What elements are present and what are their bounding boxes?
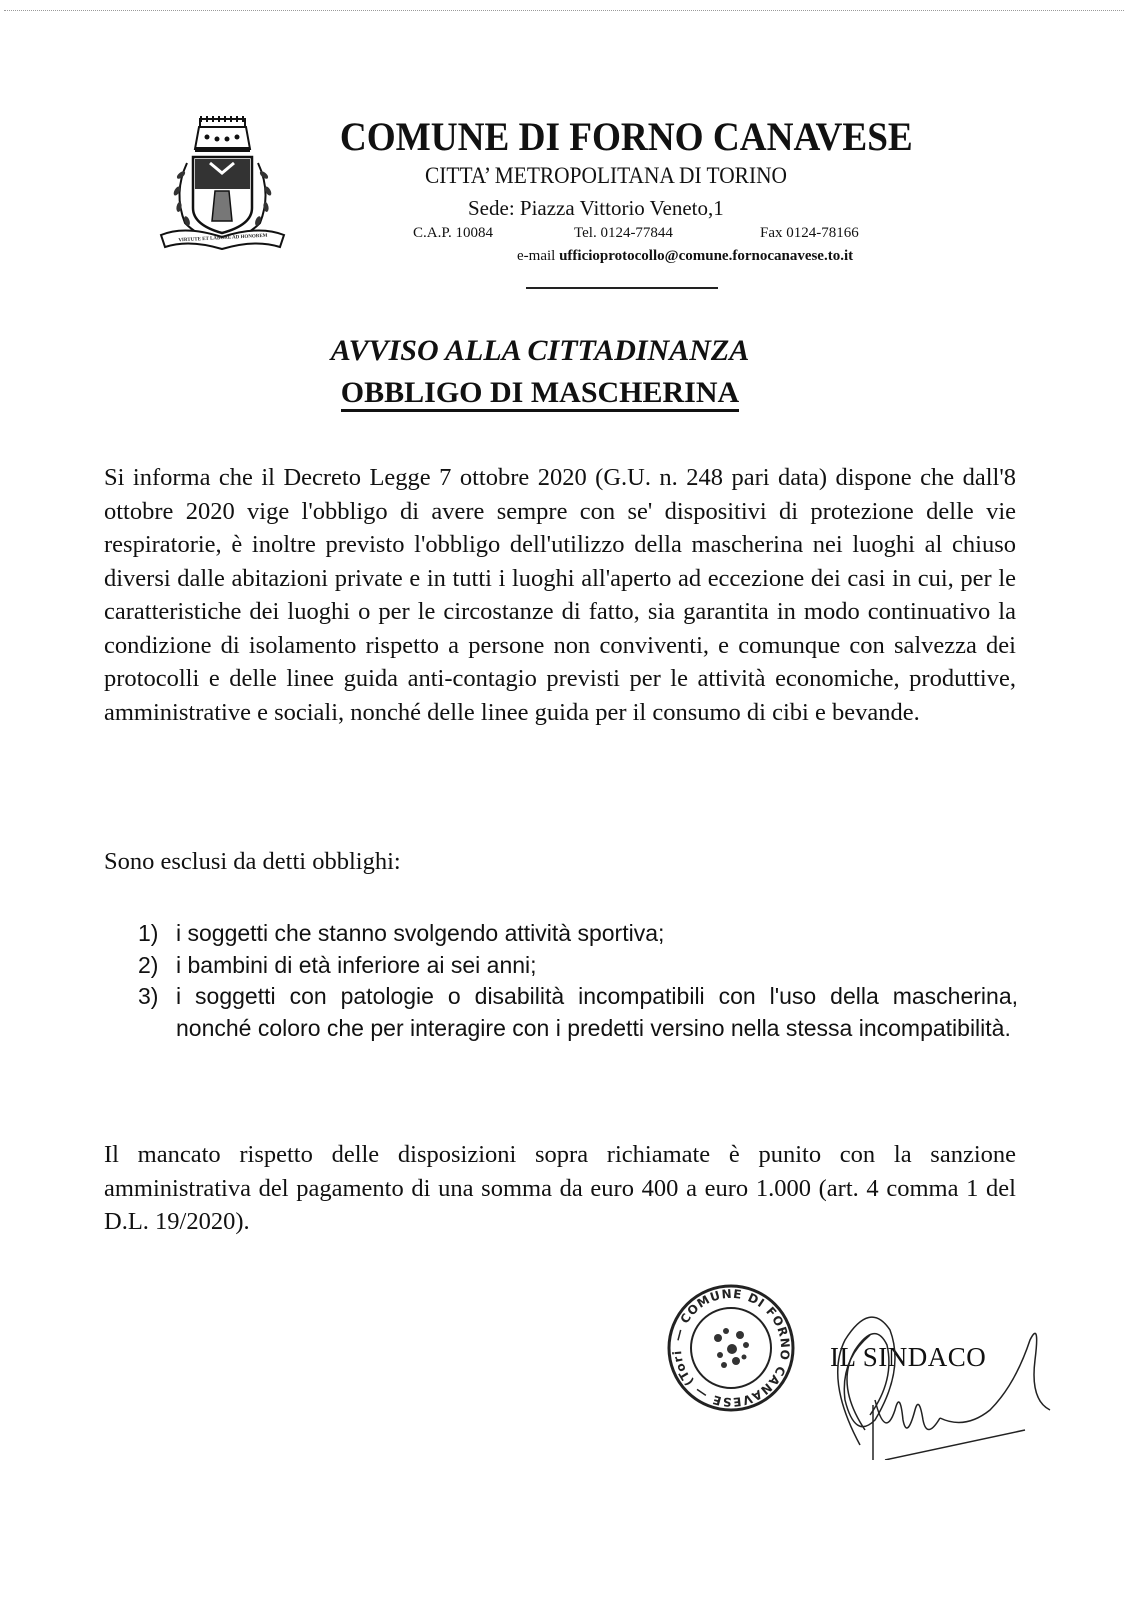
intro-paragraph: Si informa che il Decreto Legge 7 ottobre 2020 (G.U. n. 248 pari data) dispone che dall'8 ottobre 2020 vige l'obbligo di avere sempre con se' dispositivi di protezione delle vie respiratorie, è inoltre previsto l'obbligo dell'utilizzo della mascherina nei luoghi al chiuso diversi dalle abitazioni private e in tutti i luoghi all'aperto ad eccezione dei casi in cui, per le caratteristiche dei luoghi o per le circostanze di fatto, sia garantita in modo continuativo la condizione di isolamento rispetto a persone non conviventi, e comunque con salvezza dei protocolli e delle linee guida anti-contagio previsti per le attività economiche, produttive, amministrative e sociali, nonché delle linee guida per il consumo di cibi e bevande.	[104, 464, 1016, 726]
email-line	[517, 248, 853, 265]
scan-border-line	[4, 10, 1124, 11]
telephone: Tel. 0124-77844	[574, 225, 673, 241]
header-divider	[526, 287, 718, 289]
crest-motto: VIRTUTE ET LABORE AD HONOREM	[178, 233, 268, 244]
postal-code: C.A.P. 10084	[413, 225, 494, 241]
list-item-text: i bambini di età inferiore ai sei anni;	[176, 951, 537, 978]
sanction-paragraph: Il mancato rispetto delle disposizioni sopra richiamate è punito con la sanzione amministrativa del pagamento di una somma da euro 400 a euro 1.000 (art. 4 comma 1 del D.L. 19/2020).	[104, 1141, 1016, 1235]
list-item-number: 1)	[138, 920, 159, 946]
official-stamp-icon	[666, 1283, 796, 1413]
mayor-label: IL SINDACO	[830, 1342, 987, 1372]
list-item	[138, 918, 1018, 950]
notice-subtitle	[240, 376, 840, 410]
organization-subtitle: CITTA’ METROPOLITANA DI TORINO	[425, 163, 787, 188]
exclusions-list	[138, 918, 1018, 1044]
list-item	[138, 981, 1018, 1044]
notice-title: AVVISO ALLA CITTADINANZA	[330, 334, 750, 367]
organization-name: COMUNE DI FORNO CANAVESE	[339, 114, 913, 159]
list-item-text: i soggetti con patologie o disabilità incompatibili con l'uso della mascherina, nonché coloro che per interagire con i predetti versino nella stessa incompatibilità.	[176, 983, 1018, 1041]
svg-text:— COMUNE DI FORNO CANAVESE — (: — COMUNE DI FORNO CANAVESE — (Tori	[669, 1286, 793, 1410]
organization-address: Sede: Piazza Vittorio Veneto,1	[468, 196, 724, 220]
list-item-number: 3)	[138, 983, 159, 1009]
exclusions-heading: Sono esclusi da detti obblighi:	[104, 848, 401, 875]
notice-subtitle-text: OBBLIGO DI MASCHERINA	[341, 376, 739, 412]
coat-of-arms-icon	[155, 113, 290, 253]
handwritten-signature-icon	[815, 1300, 1055, 1460]
list-item	[138, 950, 1018, 982]
email-label: e-mail	[517, 248, 556, 264]
list-item-text: i soggetti che stanno svolgendo attività sportiva;	[176, 920, 665, 946]
email-address[interactable]: ufficioprotocollo@comune.fornocanavese.to.it	[559, 248, 854, 264]
list-item-number: 2)	[138, 951, 159, 978]
fax: Fax 0124-78166	[760, 225, 859, 241]
